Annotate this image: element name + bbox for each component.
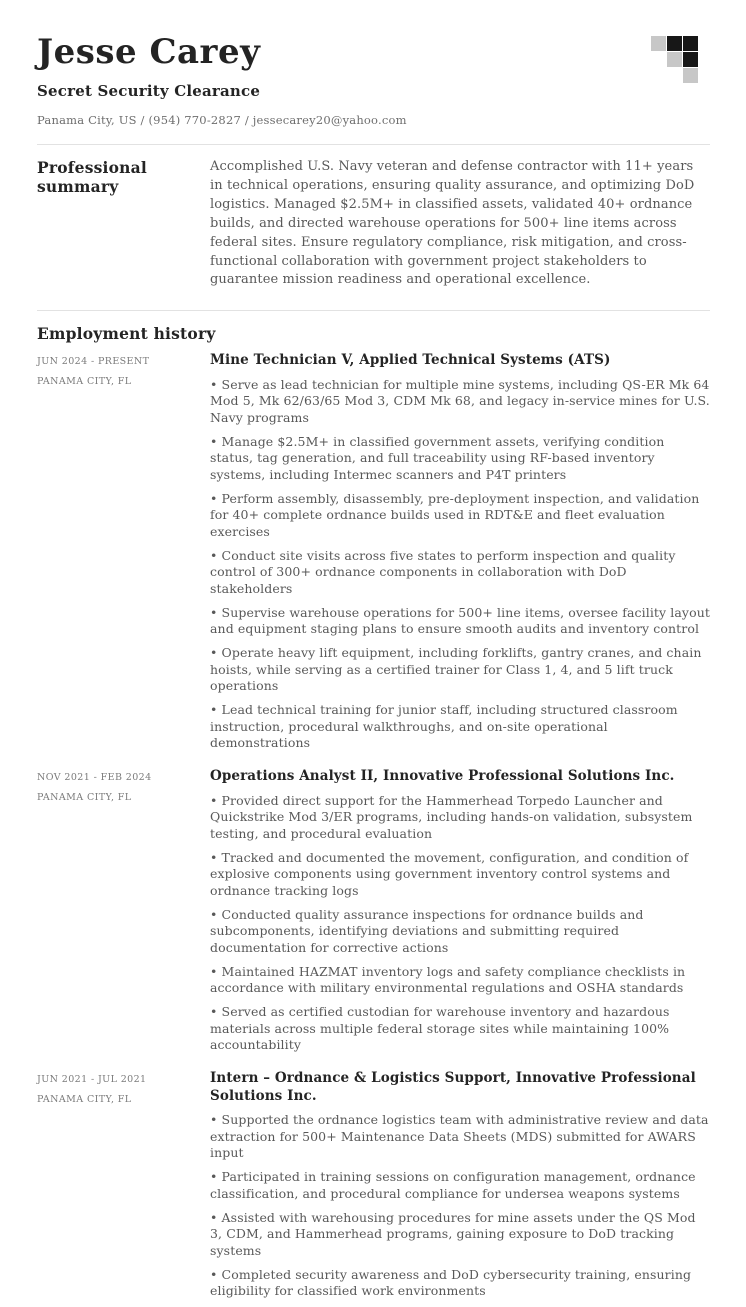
- job-location: PANAMA CITY, FL: [37, 792, 132, 804]
- job-title: Mine Technician V, Applied Technical Systems (ATS): [210, 352, 611, 369]
- bullet-item: • Perform assembly, disassembly, pre-deployment inspection, and validation for 40+ complete ordnance builds used in RDT&E and fleet evaluation exercises: [210, 491, 710, 541]
- summary-text: Accomplished U.S. Navy veteran and defense contractor with 11+ years in technical operations, ensuring quality assurance, and optimizing DoD logistics. Managed $2.5M+ in classified assets, validated 40+ ordnance builds, and directed warehouse operations for 500+ line items across federal sites. Ensure regulatory compliance, risk mitigation, and cross-functional collaboration with government project stakeholders to guarantee mission readiness and operational excellence.: [210, 159, 695, 288]
- job-meta: [37, 352, 210, 387]
- bullet-item: • Serve as lead technician for multiple mine systems, including QS-ER Mk 64 Mod 5, Mk 62/63/65 Mod 3, CDM Mk 68, and legacy in-service mines for U.S. Navy programs: [210, 377, 710, 427]
- logo-square: [667, 68, 682, 83]
- logo-square: [683, 52, 698, 67]
- bullet-item: • Manage $2.5M+ in classified government assets, verifying condition status, tag generation, and full traceability using RF-based inventory systems, including Intermec scanners and P4T printers: [210, 434, 710, 484]
- header-identity: [37, 34, 407, 127]
- person-subtitle: Secret Security Clearance: [37, 82, 261, 101]
- bullet-item: • Conduct site visits across five states to perform inspection and quality control of 300+ ordnance components in collaboration with DoD stakeholders: [210, 548, 710, 598]
- job-dates: JUN 2024 - PRESENT: [37, 356, 150, 368]
- bullet-item: • Tracked and documented the movement, configuration, and condition of explosive components using government inventory control systems and ordnance tracking logs: [210, 850, 710, 900]
- summary-heading: Professional summary: [37, 158, 147, 197]
- person-name: Jesse Carey: [37, 32, 261, 72]
- job-title: Intern – Ordnance & Logistics Support, Innovative Professional Solutions Inc.: [210, 1070, 696, 1104]
- job-bullets: [210, 1112, 710, 1300]
- employment-heading: Employment history: [37, 324, 216, 344]
- bullet-item: • Participated in training sessions on configuration management, ordnance classification, and procedural compliance for undersea weapons systems: [210, 1169, 710, 1202]
- job-bullets: [210, 793, 710, 1054]
- job-title: Operations Analyst II, Innovative Professional Solutions Inc.: [210, 768, 675, 785]
- job-location: PANAMA CITY, FL: [37, 1094, 132, 1106]
- logo-square: [651, 52, 666, 67]
- logo-square: [667, 36, 682, 51]
- logo-square: [667, 52, 682, 67]
- job-dates: NOV 2021 - FEB 2024: [37, 772, 152, 784]
- job-entry: [37, 1070, 710, 1307]
- logo-square: [651, 36, 666, 51]
- bullet-item: • Provided direct support for the Hammerhead Torpedo Launcher and Quickstrike Mod 3/ER programs, including hands-on validation, subsystem testing, and procedural evaluation: [210, 793, 710, 843]
- contact-line: Panama City, US / (954) 770-2827 / jessecarey20@yahoo.com: [37, 113, 407, 128]
- bullet-item: • Conducted quality assurance inspections for ordnance builds and subcomponents, identifying deviations and submitting required documentation for corrective actions: [210, 907, 710, 957]
- header: [37, 34, 710, 127]
- job-entry: [37, 768, 710, 1061]
- job-dates: JUN 2021 - JUL 2021: [37, 1074, 147, 1086]
- logo-square: [683, 36, 698, 51]
- logo-square: [683, 68, 698, 83]
- bullet-item: • Served as certified custodian for warehouse inventory and hazardous materials across multiple federal storage sites while maintaining 100% accountability: [210, 1004, 710, 1054]
- job-details: [210, 768, 710, 1061]
- bullet-item: • Supported the ordnance logistics team with administrative review and data extraction for 500+ Maintenance Data Sheets (MDS) submitted for AWARS input: [210, 1112, 710, 1162]
- job-entry: [37, 352, 710, 759]
- job-details: [210, 352, 710, 759]
- employment-section: [37, 311, 710, 1307]
- squares-logo-icon: [651, 36, 698, 83]
- job-details: [210, 1070, 710, 1307]
- logo-square: [651, 68, 666, 83]
- job-location: PANAMA CITY, FL: [37, 376, 132, 388]
- job-bullets: [210, 377, 710, 752]
- bullet-item: • Supervise warehouse operations for 500+ line items, oversee facility layout and equipment staging plans to ensure smooth audits and inventory control: [210, 605, 710, 638]
- bullet-item: • Operate heavy lift equipment, including forklifts, gantry cranes, and chain hoists, while serving as a certified trainer for Class 1, 4, and 5 lift truck operations: [210, 645, 710, 695]
- bullet-item: • Lead technical training for junior staff, including structured classroom instruction, procedural walkthroughs, and on-site operational demonstrations: [210, 702, 710, 752]
- bullet-item: • Maintained HAZMAT inventory logs and safety compliance checklists in accordance with military environmental regulations and OSHA standards: [210, 964, 710, 997]
- job-meta: [37, 1070, 210, 1105]
- bullet-item: • Completed security awareness and DoD cybersecurity training, ensuring eligibility for classified work environments: [210, 1267, 710, 1300]
- summary-section: [37, 145, 710, 293]
- job-meta: [37, 768, 210, 803]
- bullet-item: • Assisted with warehousing procedures for mine assets under the QS Mod 3, CDM, and Hammerhead programs, gaining exposure to DoD tracking systems: [210, 1210, 710, 1260]
